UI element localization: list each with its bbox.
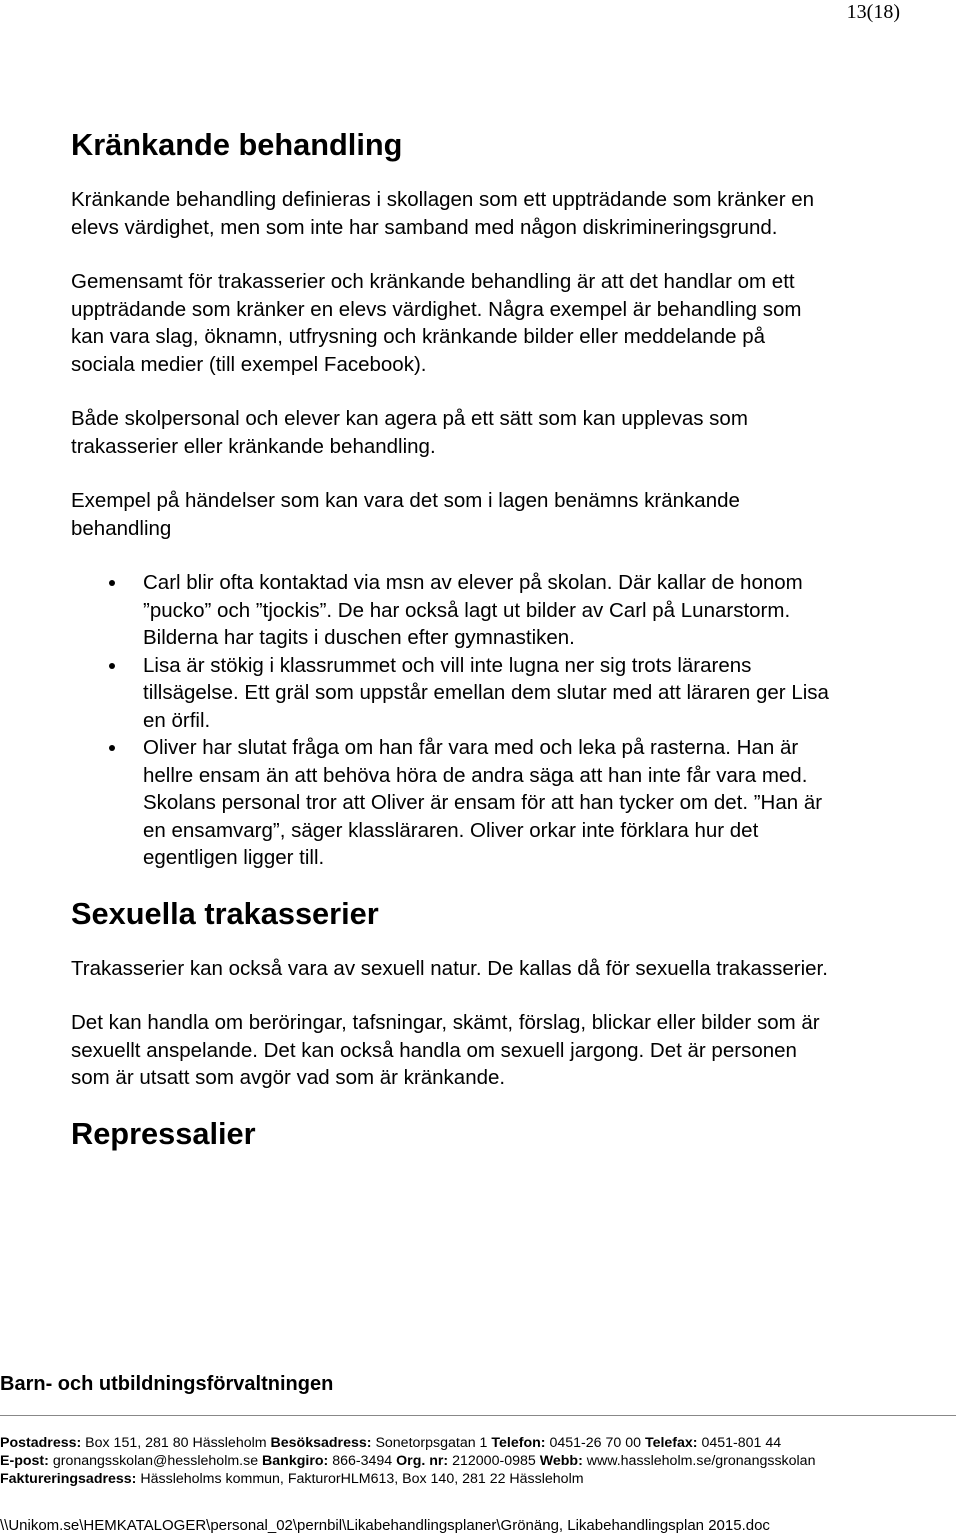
paragraph-gemensamt: Gemensamt för trakasserier och kränkande behandling är att det handlar om ett uppträdande som kränker en elevs värdighet. Några exempel är behandling som kan vara slag, öknamn, utfrysning och kränkande bilder eller meddelande på sociala medier (till exempel Facebook). [71,270,802,376]
heading-sexuella-trakasserier: Sexuella trakasserier [71,895,379,931]
footer-line-1: Postadress: Box 151, 281 80 Hässleholm Besöksadress: Sonetorpsgatan 1 Telefon: 0451-26 70 00 Telefax: 0451-801 44 [0,1435,782,1451]
paragraph-definition: Kränkande behandling definieras i skollagen som ett uppträdande som kränker en elevs värdighet, men som inte har samband med någon diskrimineringsgrund. [71,188,815,239]
footer-divider [0,1415,956,1416]
heading-repressalier: Repressalier [71,1115,256,1151]
footer-line-3: Faktureringsadress: Hässleholms kommun, FakturorHLM613, Box 140, 281 22 Hässleholm [0,1471,584,1487]
footer-organization: Barn- och utbildningsförvaltningen [0,1373,334,1395]
bullet-icon [109,580,115,586]
bullet-icon [109,745,115,751]
list-item [71,652,831,735]
list-item [71,734,831,872]
document-file-path: \\Unikom.se\HEMKATALOGER\personal_02\pernbil\Likabehandlingsplaner\Grönäng, Likabehandlingsplan 2015.doc [0,1517,770,1534]
paragraph-exempel-intro: Exempel på händelser som kan vara det som i lagen benämns kränkande behandling [71,489,740,540]
example-text: Lisa är stökig i klassrummet och vill inte lugna ner sig trots lärarens tillsägelse. Ett gräl som uppstår emellan dem slutar med att läraren ger Lisa en örfil. [143,653,829,732]
heading-krankande-behandling: Kränkande behandling [71,127,403,162]
example-text: Carl blir ofta kontaktad via msn av elever på skolan. Där kallar de honom ”pucko” och ”tjockis”. De har också lagt ut bilder av Carl på Lunarstorm. Bilderna har tagits i duschen efter gymnastiken. [143,571,803,649]
list-item [71,569,831,652]
paragraph-skolpersonal: Både skolpersonal och elever kan agera på ett sätt som kan upplevas som trakasserier eller kränkande behandling. [71,407,748,458]
footer-contact-info [0,1434,815,1488]
footer-line-2: E-post: gronangsskolan@hessleholm.se Bankgiro: 866-3494 Org. nr: 212000-0985 Webb: www.hassleholm.se/gronangsskolan [0,1453,816,1469]
document-body [71,127,831,1151]
paragraph-beroringar: Det kan handla om beröringar, tafsningar, skämt, förslag, blickar eller bilder som är sexuellt anspelande. Det kan också handla om sexuell jargong. Det är personen som är utsatt som avgör vad som är kränkande. [71,1011,820,1089]
page-number: 13(18) [846,1,900,23]
paragraph-sexuell-natur: Trakasserier kan också vara av sexuell natur. De kallas då för sexuella trakasserier. [71,956,828,980]
examples-list [71,569,831,872]
bullet-icon [109,663,115,669]
example-text: Oliver har slutat fråga om han får vara med och leka på rasterna. Han är hellre ensam än att behöva höra de andra säga att han inte får vara med. Skolans personal tror att Oliver är ensam för att han tycker om det. ”Han är en ensamvarg”, säger klassläraren. Oliver orkar inte förklara hur det egentligen ligger till. [143,736,823,869]
